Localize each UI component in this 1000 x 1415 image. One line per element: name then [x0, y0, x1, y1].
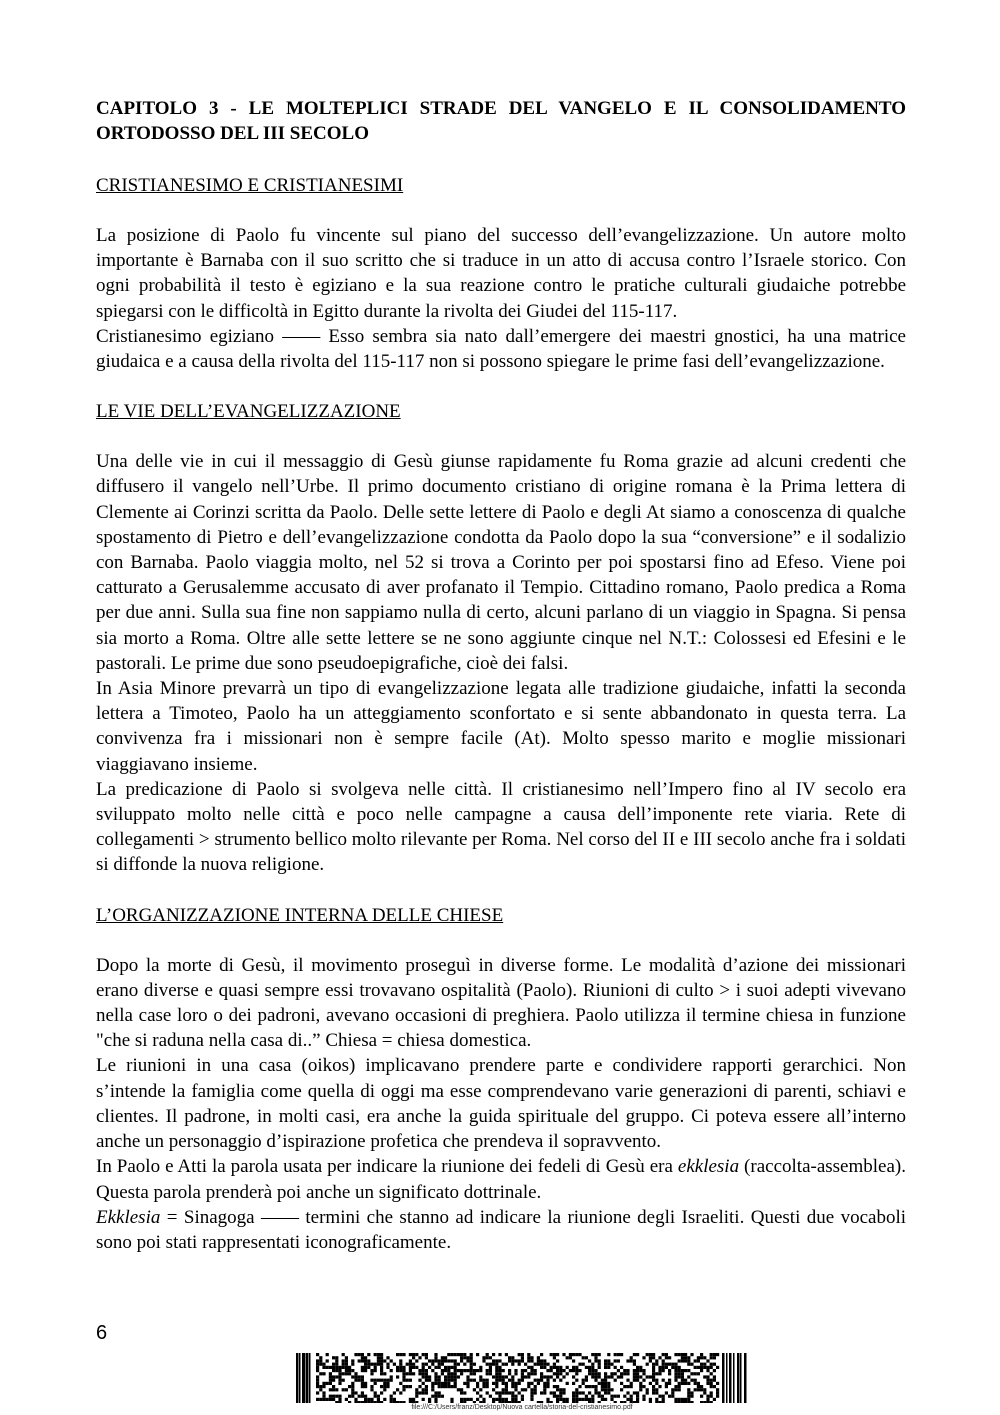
section-heading-vie-evangelizzazione: LE VIE DELL’EVANGELIZZAZIONE	[96, 401, 401, 423]
paragraph-ekklesia-sinagoga	[96, 1205, 906, 1255]
paragraph: In Asia Minore prevarrà un tipo di evangelizzazione legata alle tradizione giudaiche, infatti la seconda lettera a Timoteo, Paolo ha un atteggiamento sconfortato e si sente abbandonato in questa terra. La convivenza fra i missionari non è sempre facile (At). Molto spesso marito e moglie missionari viaggiavano insieme.	[96, 678, 906, 775]
paragraph: Dopo la morte di Gesù, il movimento proseguì in diverse forme. Le modalità d’azione dei missionari erano diverse e quasi sempre essi trovavano ospitalità (Paolo). Riunioni di culto > i suoi adepti vivevano nella case loro o dei padroni, avevano occasioni di preghiera. Paolo utilizza il termine chiesa in funzione "che si raduna nella casa di..” Chiesa = chiesa domestica.	[96, 954, 906, 1052]
paragraph: Cristianesimo egiziano —— Esso sembra sia nato dall’emergere dei maestri gnostici, ha una matrice giudaica e a causa della rivolta del 115-117 non si possono spiegare le prime fasi dell’evangelizzazione.	[96, 325, 906, 373]
barcode-image	[296, 1353, 748, 1403]
section-heading-cristianesimo: CRISTIANESIMO E CRISTIANESIMI	[96, 175, 404, 196]
paragraph: La posizione di Paolo fu vincente sul piano del successo dell’evangelizzazione. Un autore molto importante è Barnaba con il suo scritto che si traduce in un atto di accusa contro l’Israele storico. Con ogni probabilità il testo è egiziano e la sua reazione contro le pratiche culturali giudaiche potrebbe spiegarsi con le difficoltà in Egitto durante la rivolta dei Giudei del 115-117.	[96, 225, 906, 322]
file-path: file:///C:/Users/franz/Desktop/Nuova cartella/storia-del-cristianesimo.pdf	[411, 1404, 633, 1411]
paragraph: La predicazione di Paolo si svolgeva nelle città. Il cristianesimo nell’Impero fino al IV secolo era sviluppato molto nelle città e poco nelle campagne a causa dell’imponente rete viaria. Rete di collegamenti > strumento bellico molto rilevante per Roma. Nel corso del II e III secolo anche fra i soldati si diffonde la nuova religione.	[96, 778, 906, 876]
text-run: = Sinagoga —— termini che stanno ad indicare la riunione degli Israeliti. Questi due vocaboli sono poi stati rappresentati iconograficamente.	[96, 1206, 906, 1253]
paragraph: Le riunioni in una casa (oikos) implicavano prendere parte e condividere rapporti gerarchici. Non s’intende la famiglia come quella di oggi ma esse comprendevano varie generazioni di parenti, schiavi e clientes. Il padrone, in molti casi, era anche la guida spirituale del gruppo. Ci poteva essere all’interno anche un personaggio d’ispirazione profetica che prendeva il sopravvento.	[96, 1055, 906, 1153]
italic-term: ekklesia	[677, 1156, 740, 1178]
italic-term: Ekklesia	[96, 1206, 161, 1228]
text-run: (raccolta-assemblea). Questa parola prenderà poi anche un significato dottrinale.	[96, 1156, 906, 1203]
section-heading-organizzazione-chiese: L’ORGANIZZAZIONE INTERNA DELLE CHIESE	[96, 904, 504, 926]
paragraph: Una delle vie in cui il messaggio di Gesù giunse rapidamente fu Roma grazie ad alcuni credenti che diffusero il vangelo nell’Urbe. Il primo documento cristiano di origine romana è la Prima lettera di Clemente ai Corinzi scritta da Paolo. Delle sette lettere di Paolo e degli At siamo a conoscenza di qualche spostamento di Pietro e dell’evangelizzazione condotta da Paolo dopo la sua “conversione” e il sodalizio con Barnaba. Paolo viaggia molto, nel 52 si trova a Corinto per poi spostarsi fino ad Efeso. Viene poi catturato a Gerusalemme accusato di aver profanato il Tempio. Cittadino romano, Paolo predica a Roma per due anni. Sulla sua fine non sappiamo nulla di certo, alcuni parlano di un viaggio in Spagna. Si pensa sia morto a Roma. Oltre alle sette lettere se ne sono aggiunte cinque nel N.T.: Colossesi ed Efesini e le pastorali. Le prime due sono pseudoepigrafiche, cioè dei falsi.	[96, 451, 906, 674]
text-run: In Paolo e Atti la parola usata per indicare la riunione dei fedeli di Gesù era	[96, 1156, 678, 1178]
paragraph-ekklesia	[96, 1154, 906, 1204]
document-page	[96, 96, 906, 1255]
chapter-title: CAPITOLO 3 - LE MOLTEPLICI STRADE DEL VANGELO E IL CONSOLIDAMENTO ORTODOSSO DEL III SECOLO	[96, 98, 906, 144]
page-number: 6	[96, 1322, 108, 1344]
